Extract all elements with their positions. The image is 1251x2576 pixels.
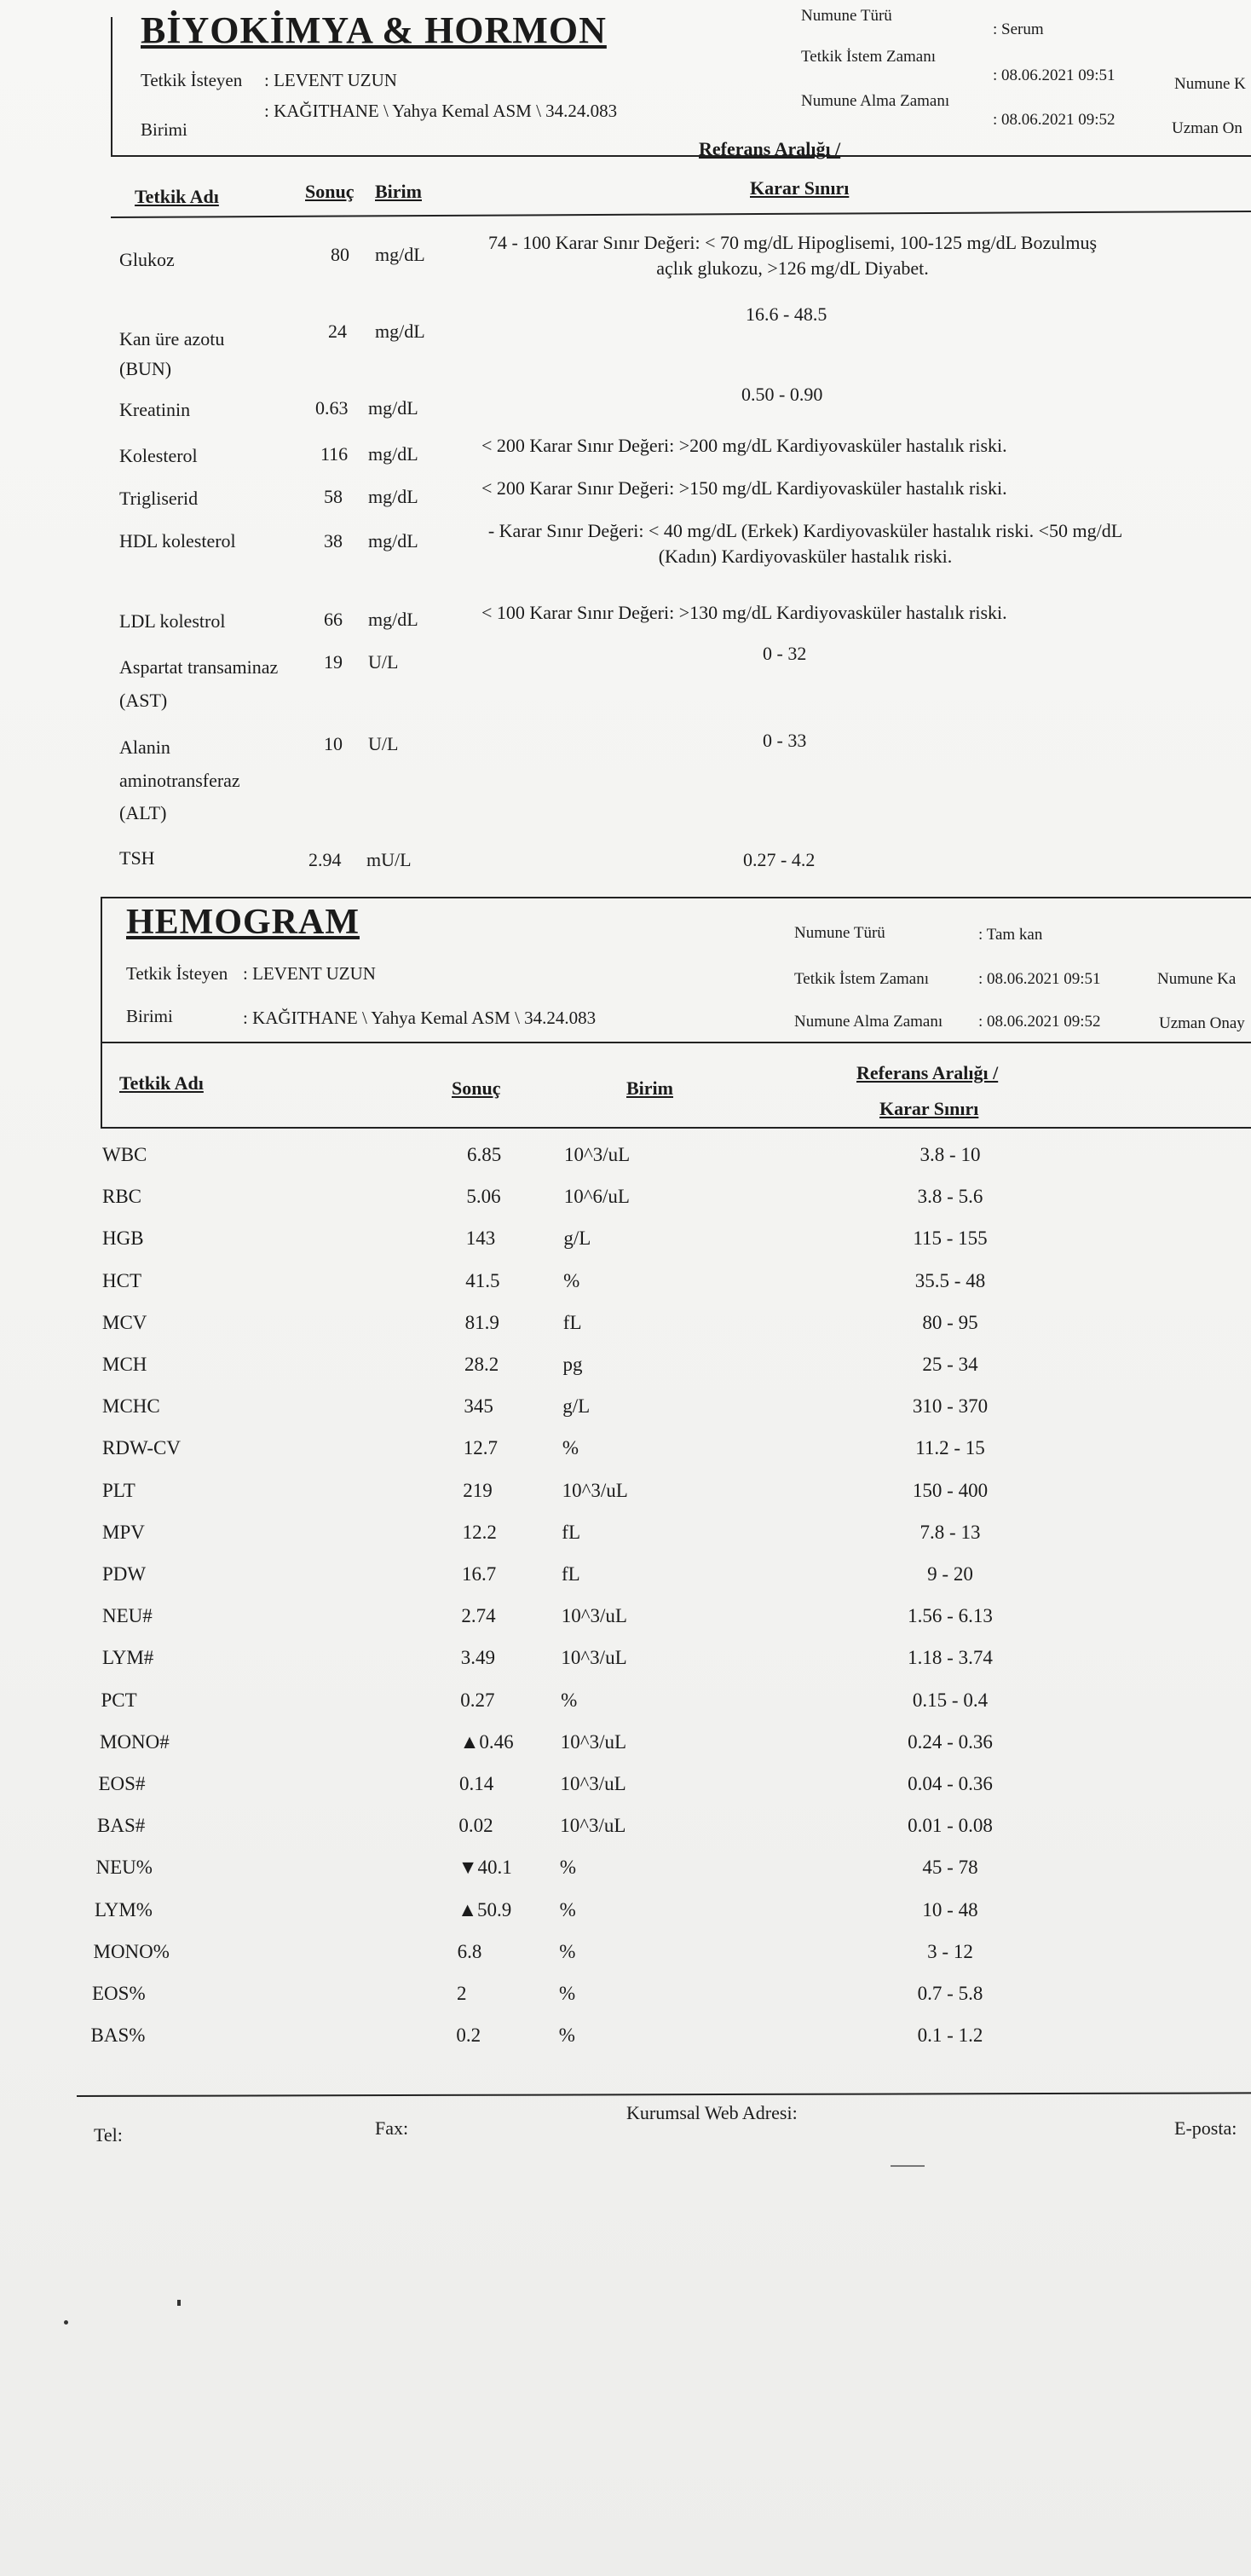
hemogram-unit-value: : KAĞITHANE \ Yahya Kemal ASM \ 34.24.083: [243, 1008, 597, 1028]
hemo-row-unit: fL: [562, 1522, 581, 1543]
hemo-row-name: MCV: [102, 1312, 147, 1333]
hemo-row-unit: 10^3/uL: [560, 1731, 627, 1753]
hemogram-requester-value: : LEVENT UZUN: [243, 963, 376, 984]
hemo-row-unit: %: [562, 1437, 579, 1458]
hemo-row-unit: 10^3/uL: [562, 1480, 628, 1501]
biyo-row-ref: - Karar Sınır Değeri: < 40 mg/dL (Erkek) Kardiyovasküler hastalık riski. <50 mg/dL (Kadın) Kardiyovasküler hastalık riski.: [487, 520, 1123, 567]
biyo-row-unit: mg/dL: [368, 530, 418, 552]
biyo-row-unit: mg/dL: [368, 609, 418, 630]
hemo-row-name: BAS%: [90, 2024, 146, 2046]
hemo-row-unit: fL: [562, 1563, 580, 1585]
hemo-row-result: ▼40.1: [458, 1857, 512, 1878]
biyo-row-ref: 0.50 - 0.90: [741, 384, 823, 405]
biyo-row-name: HDL kolesterol: [119, 530, 236, 552]
hemo-row-name: MONO#: [100, 1731, 170, 1753]
biyo-row-result: 2.94: [308, 849, 342, 870]
biyokimya-sample-type-value: : Serum: [993, 20, 1044, 38]
biyokimya-requester-value: : LEVENT UZUN: [264, 70, 397, 90]
hemo-row-unit: 10^3/uL: [560, 1773, 626, 1794]
biyokimya-right-cut-2: Uzman On: [1172, 119, 1242, 137]
hemo-row-unit: %: [561, 1689, 578, 1711]
paper-speck: [177, 2300, 181, 2306]
hemogram-right-cut-1: Numune Ka: [1157, 970, 1237, 988]
hemo-row-ref: 3 - 12: [927, 1941, 973, 1962]
hemo-row-result: 16.7: [462, 1563, 497, 1585]
biyo-row-result: 0.63: [315, 397, 349, 419]
hemogram-right-cut-2: Uzman Onay: [1159, 1014, 1245, 1032]
hemogram-title: HEMOGRAM: [126, 903, 360, 942]
biyo-row-result: 116: [320, 443, 349, 465]
hemo-row-ref: 3.8 - 10: [920, 1144, 981, 1165]
hemo-row-unit: g/L: [562, 1395, 591, 1417]
hemo-row-ref: 35.5 - 48: [914, 1270, 986, 1291]
hemo-row-unit: fL: [562, 1312, 582, 1333]
hemo-row-ref: 11.2 - 15: [915, 1437, 985, 1458]
hemo-row-result: 6.85: [467, 1144, 502, 1165]
footer-email: E-posta:: [1174, 2117, 1237, 2139]
hemo-row-ref: 25 - 34: [922, 1354, 978, 1375]
hemo-row-ref: 45 - 78: [922, 1857, 978, 1878]
hemogram-sample-time-value: : 08.06.2021 09:52: [978, 1013, 1101, 1031]
hemo-row-result: 219: [463, 1480, 493, 1501]
hemo-row-name: PLT: [102, 1480, 135, 1501]
hemogram-unit-label: Birimi: [126, 1006, 173, 1026]
biyo-row-result: 24: [328, 321, 347, 342]
hemo-row-name: HGB: [102, 1227, 144, 1249]
biyo-row-unit: U/L: [368, 733, 399, 754]
hemo-row-ref: 0.24 - 0.36: [908, 1731, 993, 1753]
hemo-row-name: EOS#: [98, 1773, 146, 1794]
biyo-row-ref: 0 - 32: [763, 643, 807, 664]
footer-fax: Fax:: [375, 2117, 409, 2139]
hemo-row-result: 12.7: [463, 1437, 499, 1458]
biyokimya-col-unit: Birim: [375, 181, 422, 202]
footer-tel: Tel:: [94, 2124, 123, 2146]
biyokimya-col-result: Sonuç: [305, 181, 355, 202]
hemo-row-name: NEU%: [95, 1857, 153, 1878]
hemo-row-unit: 10^6/uL: [563, 1186, 630, 1207]
hemo-row-result: 2.74: [461, 1605, 496, 1626]
footer-web: Kurumsal Web Adresi:: [626, 2102, 798, 2123]
hemo-row-ref: 10 - 48: [922, 1899, 978, 1920]
hemo-row-ref: 0.01 - 0.08: [908, 1815, 993, 1836]
hemo-row-ref: 115 - 155: [913, 1227, 988, 1249]
biyo-row-result: 80: [331, 244, 349, 265]
hemo-row-name: LYM#: [102, 1647, 154, 1668]
hemogram-header-rule-bottom: [101, 1127, 1251, 1129]
biyokimya-unit-value: : KAĞITHANE \ Yahya Kemal ASM \ 34.24.083: [264, 101, 618, 121]
biyo-row-name: Kan üre azotu (BUN): [119, 328, 225, 380]
hemo-row-unit: 10^3/uL: [560, 1815, 626, 1836]
hemogram-sample-type-value: : Tam kan: [978, 926, 1043, 944]
biyo-row-ref: < 200 Karar Sınır Değeri: >150 mg/dL Kardiyovasküler hastalık riski.: [481, 477, 1007, 499]
paper-speck: [891, 2165, 925, 2167]
hemo-row-result: 0.2: [456, 2024, 481, 2046]
hemo-row-unit: %: [563, 1270, 580, 1291]
biyo-row-name: LDL kolestrol: [119, 610, 226, 632]
biyo-row-name: Glukoz: [119, 249, 175, 270]
biyokimya-col-ref-2: Karar Sınırı: [750, 177, 850, 199]
hemo-row-name: LYM%: [95, 1899, 153, 1920]
biyokimya-requester-label: Tetkik İsteyen: [141, 70, 243, 90]
biyo-row-ref: < 100 Karar Sınır Değeri: >130 mg/dL Kardiyovasküler hastalık riski.: [481, 602, 1007, 623]
hemo-row-ref: 3.8 - 5.6: [917, 1186, 983, 1207]
hemo-row-name: MCHC: [102, 1395, 160, 1417]
hemo-row-unit: 10^3/uL: [561, 1647, 627, 1668]
hemo-row-name: NEU#: [102, 1605, 153, 1626]
biyokimya-header-left-border: [111, 17, 112, 157]
hemogram-sample-time-label: Numune Alma Zamanı: [794, 1013, 943, 1031]
hemo-row-name: BAS#: [97, 1815, 146, 1836]
hemo-row-ref: 80 - 95: [922, 1312, 978, 1333]
hemo-row-result: 0.14: [459, 1773, 494, 1794]
paper-speck: [64, 2320, 68, 2325]
hemo-row-result: ▲50.9: [458, 1899, 512, 1920]
hemogram-requester-label: Tetkik İsteyen: [126, 963, 228, 984]
hemo-row-result: ▲0.46: [459, 1731, 514, 1753]
biyokimya-sample-time-value: : 08.06.2021 09:52: [993, 111, 1116, 129]
hemo-row-result: 2: [457, 1983, 467, 2004]
biyo-row-ref: 0 - 33: [763, 730, 807, 751]
biyo-row-unit: mg/dL: [375, 244, 425, 265]
biyo-row-unit: mg/dL: [368, 397, 418, 419]
biyo-row-name: Kolesterol: [119, 445, 198, 466]
biyokimya-sample-time-label: Numune Alma Zamanı: [801, 92, 950, 110]
biyokimya-col-test: Tetkik Adı: [135, 186, 219, 207]
hemo-row-ref: 7.8 - 13: [920, 1522, 981, 1543]
hemo-row-ref: 0.04 - 0.36: [908, 1773, 993, 1794]
biyo-row-unit: mg/dL: [368, 443, 418, 465]
hemo-row-result: 12.2: [462, 1522, 497, 1543]
hemogram-sample-type-label: Numune Türü: [794, 924, 885, 942]
hemo-row-name: PCT: [101, 1689, 137, 1711]
hemo-row-unit: %: [559, 1983, 576, 2004]
hemo-row-name: MONO%: [93, 1941, 170, 1962]
hemo-row-ref: 1.56 - 6.13: [908, 1605, 993, 1626]
hemo-row-ref: 150 - 400: [912, 1480, 989, 1501]
biyokimya-sample-type-label: Numune Türü: [801, 7, 892, 25]
biyokimya-request-time-value: : 08.06.2021 09:51: [993, 66, 1116, 84]
hemo-row-ref: 0.1 - 1.2: [917, 2024, 983, 2046]
hemo-row-result: 5.06: [466, 1186, 501, 1207]
hemogram-col-ref-2: Karar Sınırı: [879, 1098, 979, 1119]
biyo-row-unit: U/L: [368, 651, 399, 673]
hemogram-col-unit: Birim: [626, 1077, 673, 1099]
hemo-row-result: 6.8: [457, 1941, 482, 1962]
hemo-row-unit: %: [559, 1899, 576, 1920]
hemo-row-unit: pg: [562, 1354, 583, 1375]
hemo-row-result: 28.2: [464, 1354, 499, 1375]
biyokimya-header-rule-bottom: [111, 211, 1251, 218]
hemogram-header-left-border: [101, 897, 102, 1129]
hemo-row-ref: 1.18 - 3.74: [908, 1647, 993, 1668]
hemo-row-ref: 9 - 20: [927, 1563, 973, 1585]
biyo-row-result: 10: [324, 733, 343, 754]
hemo-row-name: EOS%: [92, 1983, 146, 2004]
hemo-row-result: 41.5: [465, 1270, 500, 1291]
hemo-row-result: 345: [464, 1395, 493, 1417]
biyo-row-ref: 74 - 100 Karar Sınır Değeri: < 70 mg/dL Hipoglisemi, 100-125 mg/dL Bozulmuş açlık glukozu, >126 mg/dL Diyabet.: [487, 232, 1098, 279]
biyo-row-ref: 0.27 - 4.2: [743, 849, 816, 870]
biyo-row-unit: mg/dL: [368, 486, 418, 507]
hemo-row-result: 81.9: [464, 1312, 499, 1333]
biyo-row-name: Kreatinin: [119, 399, 191, 420]
hemo-row-name: RDW-CV: [102, 1437, 181, 1458]
hemogram-request-time-label: Tetkik İstem Zamanı: [794, 970, 930, 988]
hemo-row-name: WBC: [102, 1144, 147, 1165]
hemo-row-name: MCH: [102, 1354, 147, 1375]
biyo-row-unit: mU/L: [366, 849, 412, 870]
biyo-row-unit: mg/dL: [375, 321, 425, 342]
biyo-row-ref: 16.6 - 48.5: [746, 303, 827, 325]
biyo-row-result: 66: [324, 609, 343, 630]
hemo-row-unit: 10^3/uL: [564, 1144, 631, 1165]
hemo-row-unit: %: [559, 1941, 576, 1962]
hemo-row-result: 0.27: [460, 1689, 495, 1711]
hemo-row-result: 0.02: [458, 1815, 493, 1836]
hemo-row-result: 3.49: [460, 1647, 496, 1668]
biyo-row-result: 19: [324, 651, 343, 673]
hemo-row-unit: g/L: [563, 1227, 591, 1249]
biyo-row-name: Aspartat transaminaz (AST): [119, 656, 279, 711]
hemogram-col-test: Tetkik Adı: [119, 1072, 204, 1094]
biyo-row-name: TSH: [119, 847, 155, 869]
hemo-row-name: RBC: [102, 1186, 142, 1207]
biyo-row-result: 38: [324, 530, 343, 552]
hemo-row-unit: %: [558, 2024, 575, 2046]
biyo-row-result: 58: [324, 486, 343, 507]
hemo-row-name: HCT: [102, 1270, 141, 1291]
footer-rule: [77, 2092, 1251, 2097]
hemogram-request-time-value: : 08.06.2021 09:51: [978, 970, 1101, 988]
biyokimya-request-time-label: Tetkik İstem Zamanı: [801, 48, 937, 66]
biyo-row-ref: < 200 Karar Sınır Değeri: >200 mg/dL Kardiyovasküler hastalık riski.: [481, 435, 1007, 456]
biyo-row-name: Alanin aminotransferaz (ALT): [119, 736, 240, 823]
hemo-row-ref: 0.7 - 5.8: [917, 1983, 983, 2004]
hemo-row-name: MPV: [102, 1522, 145, 1543]
hemogram-header-rule-top: [101, 897, 1251, 898]
hemo-row-unit: %: [559, 1857, 577, 1878]
biyokimya-unit-label: Birimi: [141, 119, 187, 140]
hemogram-header-rule-mid: [101, 1042, 1251, 1043]
biyo-row-name: Trigliserid: [119, 488, 199, 509]
hemo-row-ref: 310 - 370: [912, 1395, 989, 1417]
hemogram-col-result: Sonuç: [452, 1077, 501, 1099]
hemo-row-ref: 0.15 - 0.4: [912, 1689, 989, 1711]
biyokimya-right-cut-1: Numune K: [1174, 75, 1246, 93]
biyokimya-title: BİYOKİMYA & HORMON: [141, 9, 607, 51]
hemo-row-unit: 10^3/uL: [561, 1605, 627, 1626]
hemo-row-result: 143: [465, 1227, 496, 1249]
hemo-row-name: PDW: [102, 1563, 147, 1585]
biyokimya-header-rule-top: [111, 155, 1251, 157]
biyokimya-col-ref-1: Referans Aralığı /: [699, 138, 841, 159]
hemogram-col-ref-1: Referans Aralığı /: [856, 1062, 999, 1083]
